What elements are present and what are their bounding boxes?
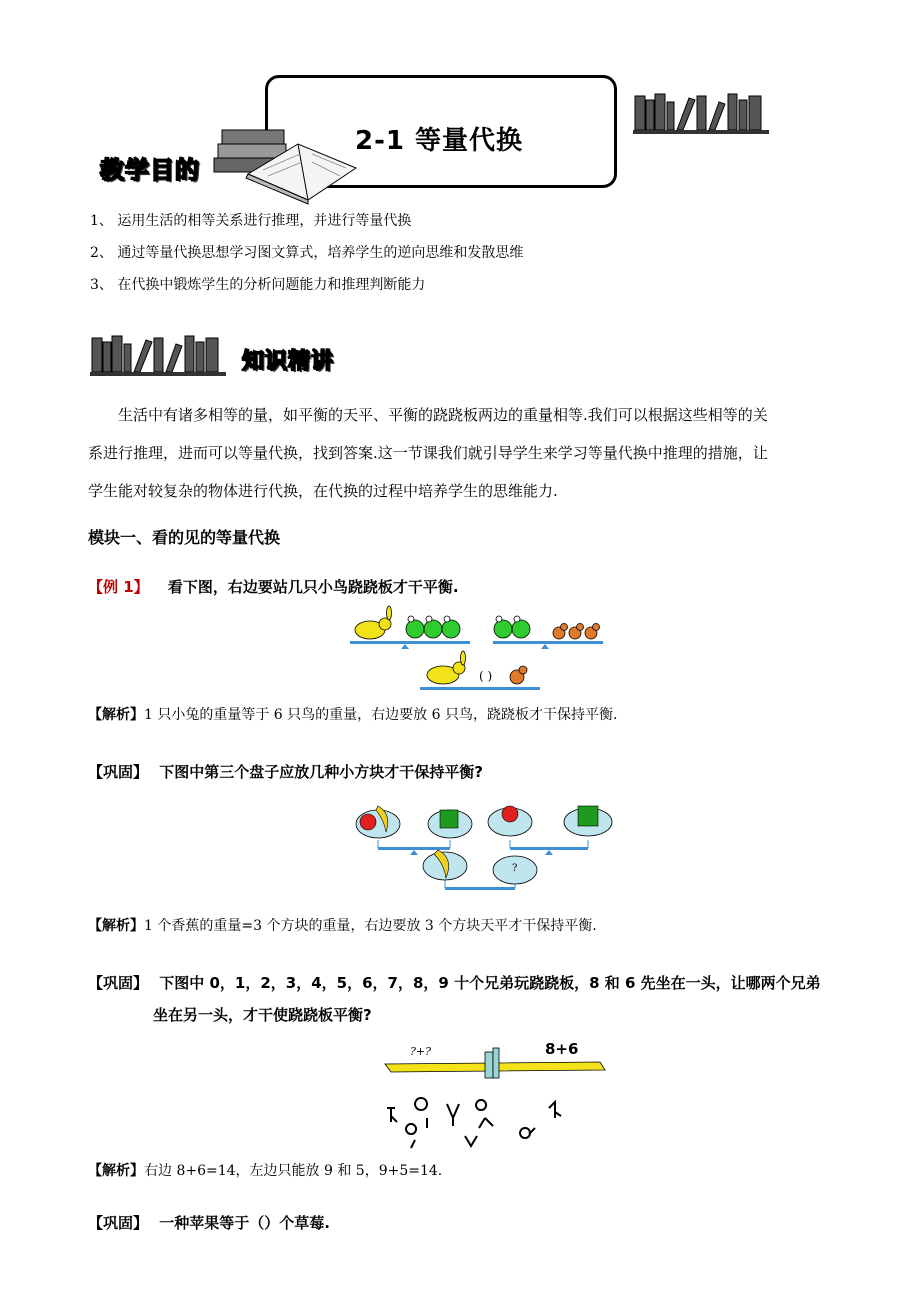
example-1-answer — [88, 704, 617, 724]
intro-paragraph — [88, 396, 833, 510]
section-label-knowledge: 知识精讲 — [242, 349, 335, 374]
question-mark: ? — [512, 863, 518, 874]
practice-tag: 【巩固】 — [88, 974, 149, 992]
example-tag: 【例 1】 — [88, 578, 149, 596]
bird-icon — [553, 624, 600, 640]
cube-icon — [440, 810, 458, 828]
bird-icon — [510, 666, 527, 684]
cube-icon — [578, 806, 598, 826]
rabbit-icon — [355, 606, 392, 639]
seesaw-left-label: ?+? — [410, 1045, 432, 1058]
practice-tag: 【巩固】 — [88, 1214, 149, 1232]
practice-2-question-cont: 坐在另一头，才干使跷跷板平衡? — [153, 1006, 372, 1024]
blank-parentheses: ( ) — [479, 669, 493, 683]
intro-line: 生活中有诸多相等的量，如平衡的天平、平衡的跷跷板两边的重量相等.我们可以根据这些相等的关 — [118, 406, 768, 424]
answer-text: 1 只小兔的重量等于 6 只鸟的重量，右边要放 6 只鸟，跷跷板才干保持平衡. — [144, 707, 618, 723]
answer-tag: 【解析】 — [88, 918, 144, 934]
practice-2-question — [88, 972, 821, 993]
seesaw-right-label: 8+6 — [545, 1040, 579, 1058]
answer-tag: 【解析】 — [88, 1163, 144, 1179]
apple-icon — [502, 806, 518, 822]
open-book-icon — [208, 124, 358, 204]
answer-text: 右边 8+6=14，左边只能放 9 和 5，9+5=14. — [144, 1163, 443, 1179]
example-1-question — [88, 576, 459, 597]
frog-icon — [406, 616, 460, 638]
practice-1-answer — [88, 915, 597, 935]
objective-item: 3、 在代换中锻炼学生的分析问题能力和推理判断能力 — [90, 277, 426, 293]
answer-tag: 【解析】 — [88, 707, 144, 723]
practice-tag: 【巩固】 — [88, 763, 149, 781]
objective-item: 1、 运用生活的相等关系进行推理，并进行等量代换 — [90, 213, 412, 229]
digit-figures-icon — [387, 1098, 561, 1148]
intro-line: 学生能对较复杂的物体进行代换，在代换的过程中培养学生的思维能力. — [88, 482, 558, 500]
intro-line: 系进行推理，进而可以等量代换，找到答案.这一节课我们就引导学生来学习等量代换中推理的措施，让 — [88, 444, 768, 462]
example-1-text: 看下图，右边要站几只小鸟跷跷板才干平衡. — [167, 578, 459, 596]
practice-1-text: 下图中第三个盘子应放几种小方块才干保持平衡? — [159, 763, 483, 781]
practice-3-text: 一种苹果等于（）个草莓. — [159, 1214, 330, 1232]
rabbit-icon — [427, 651, 466, 684]
practice-2-answer — [88, 1160, 442, 1180]
practice-2-text: 下图中 0，1，2，3，4，5，6，7，8，9 十个兄弟玩跷跷板，8 和 6 先坐在一头，让哪两个兄弟 — [159, 974, 821, 992]
page-title: 2-1 等量代换 — [355, 126, 524, 156]
practice-1-question — [88, 761, 483, 782]
section-label-goals: 教学目的 — [100, 156, 200, 184]
objective-item: 2、 通过等量代换思想学习图文算式，培养学生的逆向思维和发散思维 — [90, 245, 524, 261]
books-shelf-icon — [90, 334, 228, 378]
practice-3-question — [88, 1212, 330, 1233]
answer-text: 1 个香蕉的重量=3 个方块的重量，右边要放 3 个方块天平才干保持平衡. — [144, 918, 597, 934]
books-shelf-icon — [633, 92, 771, 136]
frog-icon — [494, 616, 530, 638]
balance-scale-figure — [350, 800, 620, 900]
apple-icon — [360, 814, 376, 830]
module-heading: 模块一、看的见的等量代换 — [88, 528, 281, 547]
